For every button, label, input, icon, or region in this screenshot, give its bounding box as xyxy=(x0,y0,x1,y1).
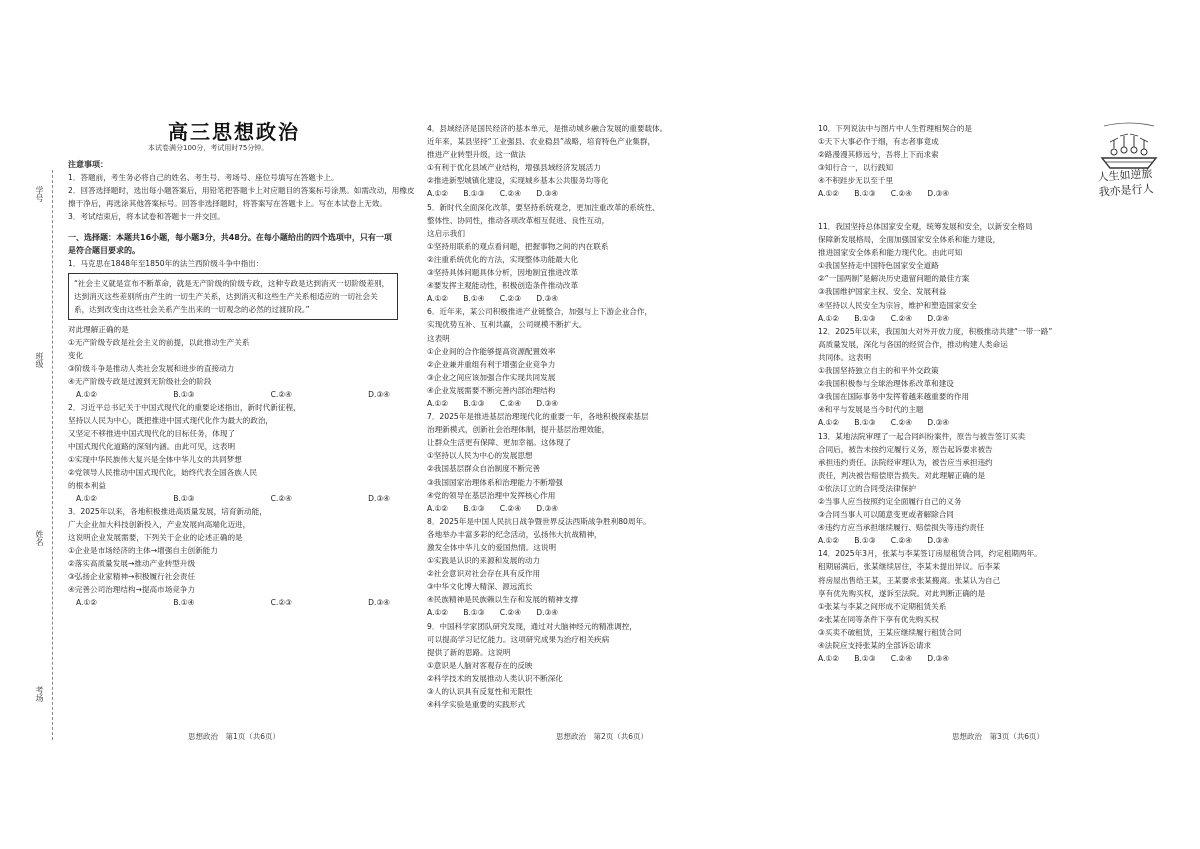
question-line: 6．近年来，某公司积极推进产业链整合，加强与上下游企业合作， xyxy=(427,307,653,317)
question-line: ①企业间的合作能够提高资源配置效率 xyxy=(427,346,556,356)
question-line: 变化 xyxy=(68,351,84,360)
question-line: ②推进新型城镇化建设，实现城乡基本公共服务均等化 xyxy=(427,176,609,186)
footer-page-3: 思想政治 第3页（共6页） xyxy=(952,732,1045,741)
question-line: 广大企业加大科技创新投入，产业发展向高端化迈进， xyxy=(68,520,251,529)
question-line: ④法院应支持张某的全部诉讼请求 xyxy=(818,641,932,650)
question-line: ②我国基层群众自治制度不断完善 xyxy=(427,464,541,474)
question-line: 这启示我们 xyxy=(427,228,465,238)
question-line: 13．某地法院审理了一起合同纠纷案件，原告与被告签订买卖 xyxy=(818,431,1026,441)
margin-label-class: 班级 xyxy=(35,352,44,368)
question-line: 高质量发展，深化与各国的经贸合作，推动构建人类命运 xyxy=(818,339,1008,349)
question-line: ①坚持以人民为中心的发展思想 xyxy=(427,451,533,461)
margin-label-name: 姓名 xyxy=(35,530,44,546)
question-line: 让群众生活更有保障、更加幸福。这体现了 xyxy=(427,438,572,448)
question-line: ④党的领导在基层治理中发挥核心作用 xyxy=(427,490,556,500)
question-line: ②党领导人民推动中国式现代化，始终代表全国各族人民 xyxy=(68,468,258,477)
question-line: ④民族精神是民族赖以生存和发展的精神支撑 xyxy=(427,595,579,605)
notice-title: 注意事项： xyxy=(68,160,108,169)
question-line: 这表明 xyxy=(427,333,450,343)
option: C.②④ xyxy=(270,494,292,503)
question-line: ③我国维护国家主权、安全、发展利益 xyxy=(818,287,947,297)
question-line: ①天下大事必作于细，有志者事竟成 xyxy=(818,137,939,147)
quote-text: “社会主义就是宣布不断革命，就是无产阶级的阶级专政，这种专政是达到消灭一切阶级差别，达到消灭这些差别所由产生的一切生产关系，达到消灭和这些生产关系相适应的一切社会关系，达到改变由这些社会关系产生出来的一切观念的必然的过渡阶段。” xyxy=(74,279,390,314)
question-line: A.①② B.①③ C.②④ D.③④ xyxy=(818,313,950,323)
question-line: ①我国坚持独立自主的和平外交政策 xyxy=(818,366,939,376)
question-line: 推进国家安全体系和能力现代化。由此可知 xyxy=(818,248,963,258)
question-line: ③合同当事人可以随意变更或者解除合同 xyxy=(818,510,954,520)
notice-block xyxy=(68,158,415,609)
question-line: 将房屋出售给王某，王某要求张某搬离。张某认为自己 xyxy=(818,575,1001,585)
question-line: A.①② B.①④ C.②③ D.③④ xyxy=(427,294,559,304)
option: A.①② xyxy=(76,598,98,607)
question-line: ②张某在同等条件下享有优先购买权 xyxy=(818,614,939,624)
page-title: 高三思想政治 xyxy=(168,120,300,144)
question-line: 承担违约责任。法院经审理认为，被告应当承担违约 xyxy=(818,457,993,467)
question-line: 治理新模式，创新社会治理体制，提升基层治理效能， xyxy=(427,425,610,435)
question-line: ①我国坚持走中国特色国家安全道路 xyxy=(818,261,939,271)
question-line: A.①② B.①③ C.②④ D.③④ xyxy=(427,398,559,408)
question-line: ①张某与李某之间形成不定期租赁关系 xyxy=(818,601,947,611)
option: C.②③ xyxy=(270,598,292,607)
quote-box xyxy=(68,273,398,320)
question-line: 5．新时代全面深化改革，要坚持系统观念，更加注重改革的系统性、 xyxy=(427,202,660,212)
question-line: ③知行合一，以行践知 xyxy=(818,163,894,173)
option: B.①③ xyxy=(173,494,195,503)
question-line: 激发全体中华儿女的爱国热情。这说明 xyxy=(427,543,557,552)
question-line: 提供了新的思路。这说明 xyxy=(427,647,511,657)
question-line: 2．习近平总书记关于中国式现代化的重要论述指出，新时代新征程， xyxy=(68,403,301,412)
option: D.③④ xyxy=(368,598,390,607)
question-line: 1．马克思在1848年至1850年的法兰西阶级斗争中指出： xyxy=(68,259,264,268)
question-line: 10．下列说法中与图片中人生哲理相契合的是 xyxy=(818,124,972,133)
question-line: ②科学技术的发展推动人类认识不断深化 xyxy=(427,673,563,683)
question-line: ④要发挥主观能动性，积极创造条件推动改革 xyxy=(427,281,579,291)
question-line: ③买卖不破租赁，王某应继续履行租赁合同 xyxy=(818,627,962,637)
notice-line: 1．答题前，考生务必将自己的姓名、考生号、考场号、座位号填写在答题卡上。 xyxy=(68,173,339,182)
footer-page-2: 思想政治 第2页（共6页） xyxy=(556,732,649,741)
question-line: 11．我国坚持总体国家安全观，统筹发展和安全，以新安全格局 xyxy=(818,222,1033,231)
question-line: A.①② B.①③ C.②④ D.③④ xyxy=(818,654,950,664)
question-line: ③企业之间应该加强合作实现共同发展 xyxy=(427,372,556,382)
question-line: ②社会意识对社会存在具有反作用 xyxy=(427,569,541,579)
option: B.①③ xyxy=(173,390,195,399)
question-line: 共同体。这表明 xyxy=(818,352,872,362)
question-line: ②路漫漫其修远兮，吾将上下而求索 xyxy=(818,150,939,160)
notice-line: 擦干净后，再选涂其他答案标号。回答非选择题时，将答案写在答题卡上。写在本试卷上无效。 xyxy=(68,199,387,208)
question-line: ①意识是人脑对客观存在的反映 xyxy=(427,660,533,670)
question-line: 又坚定不移推进中国式现代化的目标任务，体现了 xyxy=(68,429,236,438)
option: A.①② xyxy=(76,390,98,399)
question-line: ④完善公司治理结构→提高市场竞争力 xyxy=(68,585,196,594)
option: C.②④ xyxy=(270,390,292,399)
question-line: A.①② B.①③ C.②④ D.③④ xyxy=(818,418,950,428)
question-line: ③我国在国际事务中发挥着越来越重要的作用 xyxy=(818,392,970,402)
section-one-heading: 一、选择题：本题共16小题，每小题3分，共48分。在每小题给出的四个选项中，只有一项是符合题目要求的。 xyxy=(68,233,392,255)
question-line: 整体性、协同性，推动各项改革相互促进、良性互动， xyxy=(427,215,610,225)
column-page-2 xyxy=(427,122,779,711)
question-line: ③弘扬企业家精神→积极履行社会责任 xyxy=(68,572,196,581)
question-line: 近年来，某县坚持“工业强县、农业稳县”战略，培育特色产业集群， xyxy=(427,137,656,147)
question-line: 9．中国科学家团队研究发现，通过对大脑神经元的精准调控， xyxy=(427,621,637,631)
question-line: ③我国国家治理体系和治理能力不断增强 xyxy=(427,477,563,487)
question-line: 合同后，被告未按约定履行义务，原告起诉要求被告 xyxy=(818,444,993,454)
column-page-3 xyxy=(818,220,1153,665)
notice-line: 3．考试结束后，将本试卷和答题卡一并交回。 xyxy=(68,212,225,221)
question-line: ②企业兼并重组有利于增强企业竞争力 xyxy=(427,359,556,369)
option: D.③④ xyxy=(368,390,390,399)
question-line: ④企业发展需要不断完善内部治理结构 xyxy=(427,385,556,395)
footer-page-1: 思想政治 第1页（共6页） xyxy=(188,732,281,741)
calligraphy-line: 我亦是行人 xyxy=(1098,182,1154,199)
question-line: 中国式现代化道路的深刻内涵。由此可见，这表明 xyxy=(68,442,236,451)
question-line: 8．2025年是中国人民抗日战争暨世界反法西斯战争胜利80周年。 xyxy=(427,516,651,526)
question-line: ①无产阶级专政是社会主义的前提，以此推动生产关系 xyxy=(68,338,250,347)
options-row xyxy=(68,596,398,609)
calligraphy-line: 人生如逆旅 xyxy=(1097,167,1153,184)
question-line: ③中华文化博大精深、源远流长 xyxy=(427,582,533,592)
question-line: 租期届满后，张某继续居住，李某未提出异议。后李某 xyxy=(818,562,1001,572)
column-page-3-top xyxy=(818,122,1088,201)
question-line: ④不积跬步无以至千里 xyxy=(818,176,894,186)
logo-calligraphy xyxy=(1097,166,1154,200)
question-line: 12．2025年以来，我国加大对外开放力度，积极推动共建“一带一路” xyxy=(818,326,1053,336)
question-line: ②当事人应当按照约定全面履行自己的义务 xyxy=(818,496,962,506)
question-line: 这说明企业发展需要，下列关于企业的论述正确的是 xyxy=(68,533,243,542)
question-line: ①实践是认识的来源和发展的动力 xyxy=(427,556,541,566)
question-line: 保障新发展格局，全面加强国家安全体系和能力建设， xyxy=(818,235,1001,245)
question-line: 7．2025年是推进基层治理现代化的重要一年，各地积极探索基层 xyxy=(427,412,649,422)
question-line: 各地举办丰富多彩的纪念活动，弘扬伟大抗战精神， xyxy=(427,529,602,539)
question-line: 的根本利益 xyxy=(68,481,106,490)
question-line: ④违约方应当承担继续履行、赔偿损失等违约责任 xyxy=(818,523,985,533)
question-line: 对此理解正确的是 xyxy=(68,325,129,334)
question-line: ③坚持具体问题具体分析，因地制宜推进改革 xyxy=(427,268,579,278)
option: A.①② xyxy=(76,494,98,503)
binding-line xyxy=(52,170,53,740)
question-line: ④和平与发展是当今时代的主题 xyxy=(818,405,924,415)
question-line: ④无产阶级专政是过渡到无阶级社会的阶段 xyxy=(68,377,212,386)
question-line: ③阶级斗争是推动人类社会发展和进步的直接动力 xyxy=(68,364,235,373)
question-line: ①依法订立的合同受法律保护 xyxy=(818,483,916,493)
question-line: ②落实高质量发展→推动产业转型升级 xyxy=(68,559,196,568)
question-line: 责任，判决被告赔偿原告损失。对此理解正确的是 xyxy=(818,470,986,480)
page-subtitle: 本试卷满分100分，考试用时75分钟。 xyxy=(148,144,269,152)
margin-label-student-id: 学号 xyxy=(35,186,44,202)
options-row xyxy=(68,388,398,401)
question-line: ④科学实验是重要的实践形式 xyxy=(427,700,525,710)
question-line: 3．2025年以来，各地积极推进高质量发展，培育新动能， xyxy=(68,507,267,516)
question-line: ②注重系统优化的方法，实现整体功能最大化 xyxy=(427,254,579,264)
question-line: ④坚持以人民安全为宗旨，维护和塑造国家安全 xyxy=(818,300,977,310)
question-line: 14．2025年3月，张某与李某签订房屋租赁合同，约定租期两年。 xyxy=(818,549,1042,559)
question-line: 可以提高学习记忆能力。这项研究成果为治疗相关疾病 xyxy=(427,634,610,644)
option: D.③④ xyxy=(368,494,390,503)
question-line: 推进产业转型升级，这一做法 xyxy=(427,150,526,160)
notice-line: 2．回答选择题时，选出每小题答案后，用铅笔把答题卡上对应题目的答案标号涂黑。如需改动，用橡皮 xyxy=(68,186,415,195)
question-line: ①实现中华民族伟大复兴是全体中华儿女的共同梦想 xyxy=(68,455,242,464)
question-line: A.①② B.①③ C.②④ D.③④ xyxy=(427,503,559,513)
question-line: A.①② B.①③ C.②④ D.③④ xyxy=(427,608,559,618)
question-line: ①坚持用联系的观点看问题，把握事物之间的内在联系 xyxy=(427,241,609,251)
question-line: ①企业是市场经济的主体→增强自主创新能力 xyxy=(68,546,218,555)
question-line: A.①② B.①③ C.②④ D.③④ xyxy=(818,189,950,199)
question-line: ①有利于优化县域产业结构，增强县域经济发展活力 xyxy=(427,163,601,173)
options-row xyxy=(68,492,398,505)
question-line: 实现优势互补、互利共赢，公司规模不断扩大。 xyxy=(427,320,587,330)
option: B.①④ xyxy=(173,598,195,607)
question-line: ②“一国两制”是解决历史遗留问题的最佳方案 xyxy=(818,274,970,284)
question-line: 坚持以人民为中心，既把推进中国式现代化作为最大的政治， xyxy=(68,416,274,425)
question-line: 享有优先购买权，遂诉至法院。对此判断正确的是 xyxy=(818,588,986,598)
question-line: ③人的认识具有反复性和无限性 xyxy=(427,687,533,697)
question-line: ②我国积极参与全球治理体系改革和建设 xyxy=(818,379,954,389)
question-line: A.①② B.①③ C.②④ D.③④ xyxy=(427,189,559,199)
margin-label-exam-room: 考场 xyxy=(35,686,44,702)
question-line: 4．县域经济是国民经济的基本单元，是推动城乡融合发展的重要载体。 xyxy=(427,124,668,133)
question-line: A.①② B.①③ C.②④ D.③④ xyxy=(818,536,950,546)
